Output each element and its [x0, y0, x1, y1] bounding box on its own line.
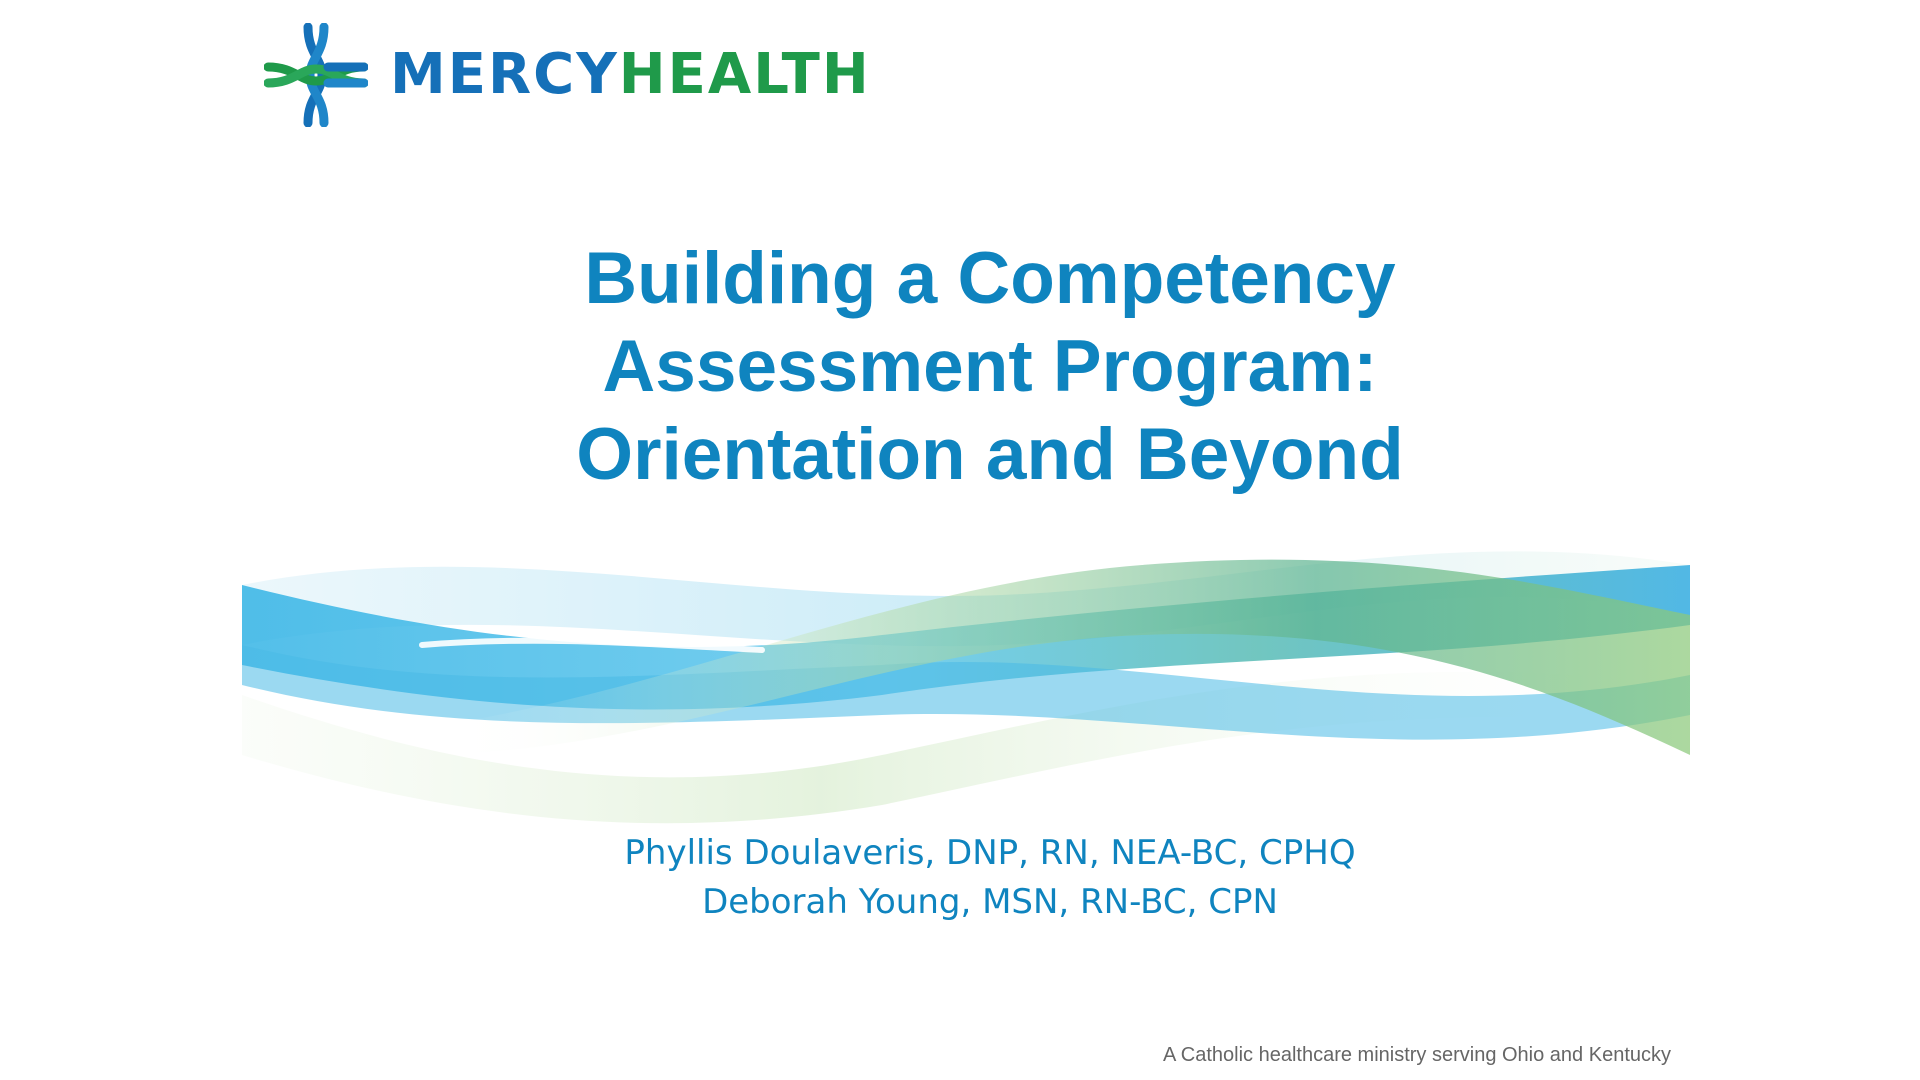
logo-word-health: HEALTH	[618, 42, 871, 107]
title-line: Assessment Program:	[602, 326, 1378, 407]
title-line: Orientation and Beyond	[576, 414, 1404, 495]
logo-wordmark	[390, 42, 871, 107]
cross-logo-icon	[264, 23, 368, 127]
logo-word-mercy: MERCY	[390, 42, 619, 107]
slide-title	[360, 235, 1620, 499]
authors-block	[360, 829, 1620, 927]
mercy-health-logo	[264, 22, 871, 128]
decorative-wave	[242, 525, 1690, 835]
footer-tagline: A Catholic healthcare ministry serving Ohio and Kentucky	[1162, 1044, 1671, 1066]
author-line: Phyllis Doulaveris, DNP, RN, NEA-BC, CPHQ	[624, 833, 1356, 873]
title-line: Building a Competency	[584, 238, 1396, 319]
author-line: Deborah Young, MSN, RN-BC, CPN	[702, 882, 1278, 922]
